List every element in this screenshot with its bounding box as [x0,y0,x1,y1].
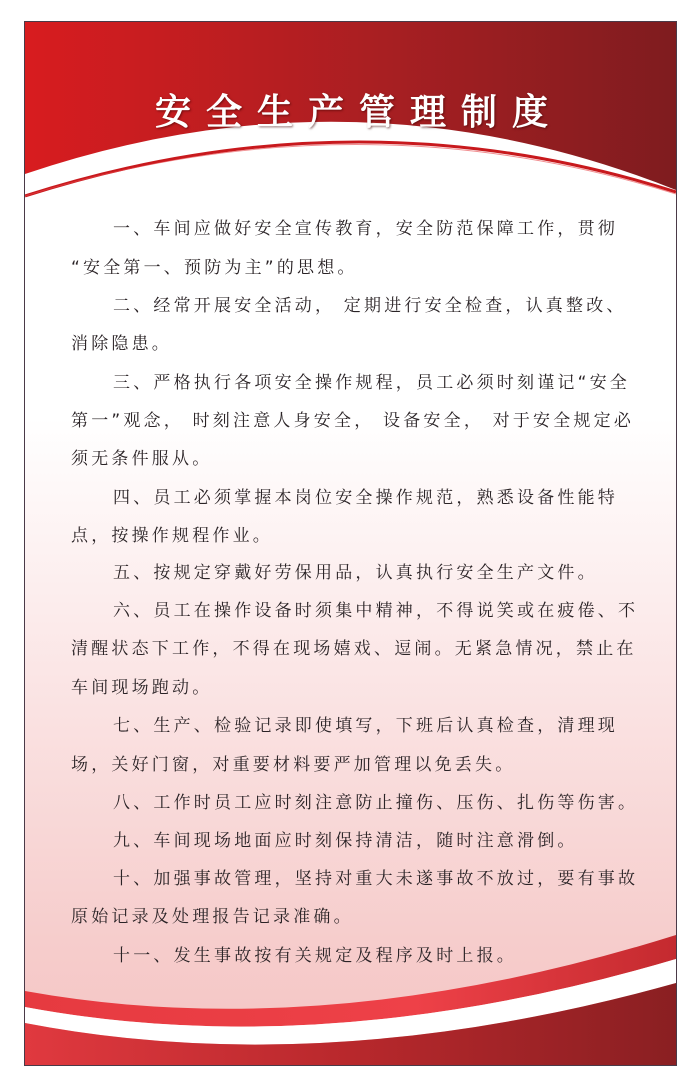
page-title: 安全生产管理制度 [154,92,563,133]
clause-8-line-1: 八、工作时员工应时刻注意防止撞伤、压伤、扎伤等伤害。 [113,793,639,813]
clause-3-line-1: 三、严格执行各项安全操作规程，员工必须时刻谨记“安全 [113,373,631,393]
clause-7-line-2: 场，关好门窗，对重要材料要严加管理以免丢失。 [71,755,516,775]
regulation-list [25,22,677,1065]
clause-3-line-2: 第一”观念， 时刻注意人身安全， 设备安全， 对于安全规定必 [71,411,635,431]
clause-9-line-1: 九、车间现场地面应时刻保持清洁，随时注意滑倒。 [113,831,578,851]
clause-3-line-3: 须无条件服从。 [71,449,213,469]
clause-2-line-2: 消除隐患。 [71,334,172,354]
clause-4-line-2: 点，按操作规程作业。 [71,526,273,546]
clause-6-line-1: 六、员工在操作设备时须集中精神，不得说笑或在疲倦、不 [113,601,639,621]
clause-1-line-2: “安全第一、预防为主”的思想。 [71,258,358,278]
clause-11-line-1: 十一、发生事故按有关规定及程序及时上报。 [113,946,517,966]
clause-10-line-2: 原始记录及处理报告记录准确。 [71,907,354,927]
clause-2-line-1: 二、经常开展安全活动， 定期进行安全检查，认真整改、 [113,296,627,316]
clause-6-line-2: 清醒状态下工作，不得在现场嬉戏、逗闹。无紧急情况，禁止在 [71,639,637,659]
clause-1-line-1: 一、车间应做好安全宣传教育，安全防范保障工作，贯彻 [113,219,618,239]
clause-6-line-3: 车间现场跑动。 [71,678,213,698]
safety-regulation-board [24,21,677,1066]
clause-7-line-1: 七、生产、检验记录即使填写，下班后认真检查，清理现 [113,716,618,736]
clause-4-line-1: 四、员工必须掌握本岗位安全操作规范，熟悉设备性能特 [113,488,618,508]
clause-5-line-1: 五、按规定穿戴好劳保用品，认真执行安全生产文件。 [113,563,598,583]
clause-10-line-1: 十、加强事故管理，坚持对重大未遂事故不放过，要有事故 [113,869,639,889]
footer-wave [25,935,676,1065]
